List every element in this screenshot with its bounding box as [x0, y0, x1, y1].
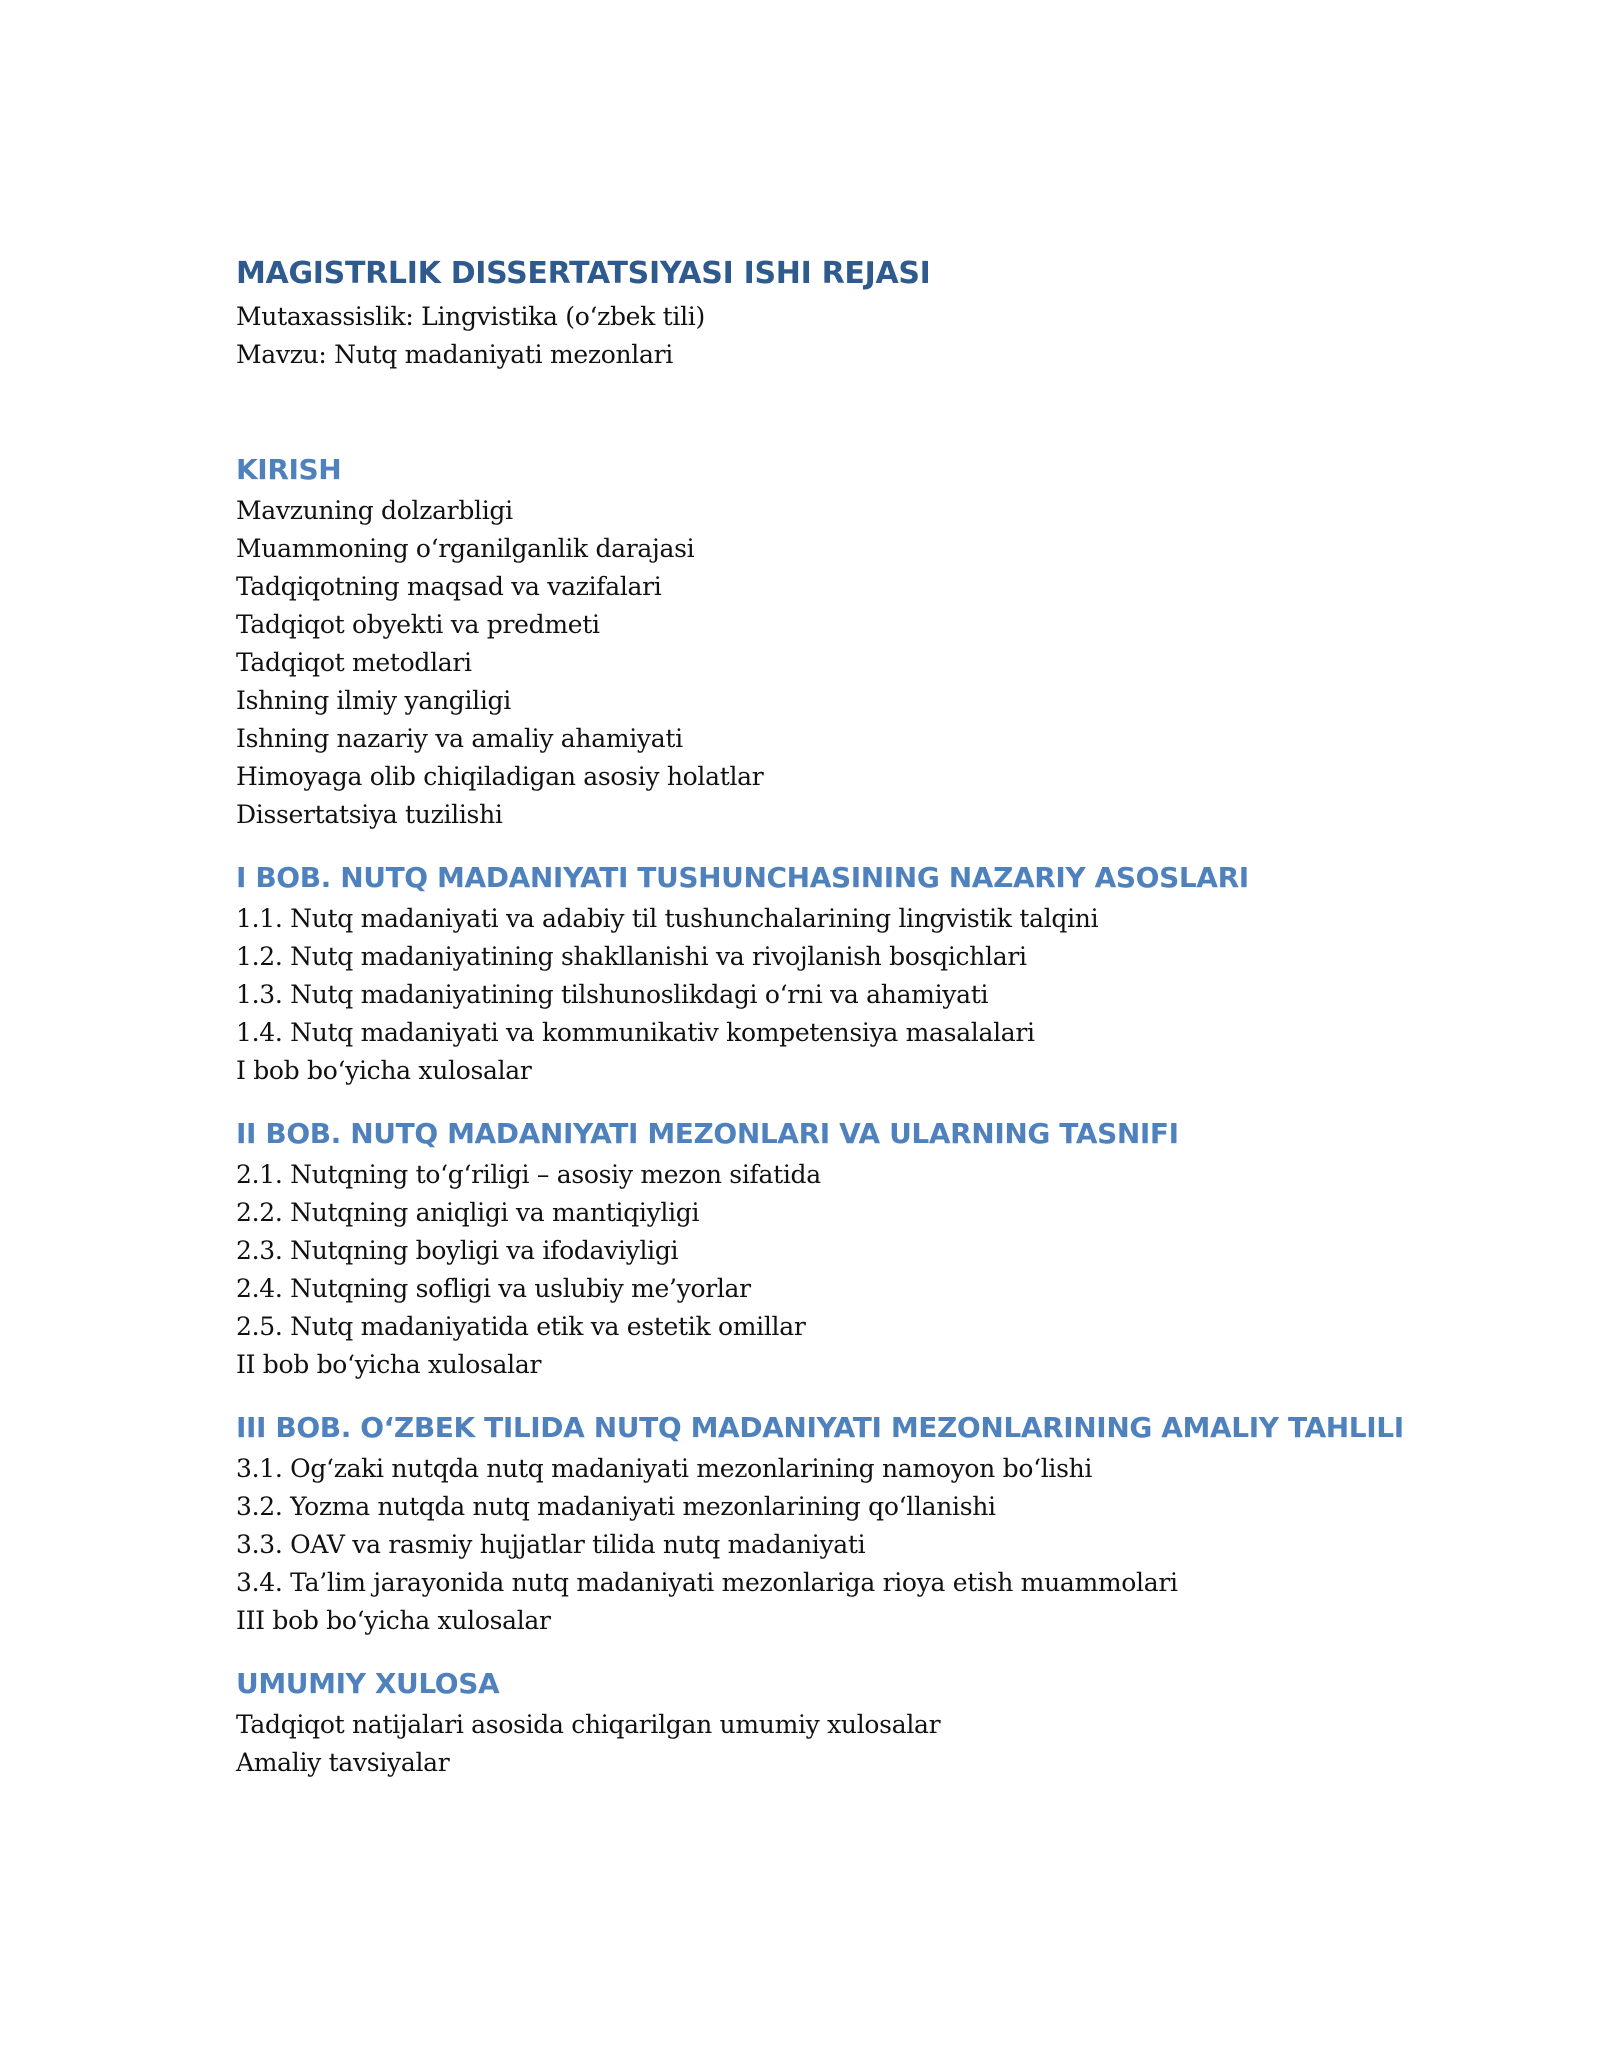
- list-item: 2.5. Nutq madaniyatida etik va estetik omillar: [236, 1312, 806, 1341]
- specialty-line: Mutaxassislik: Lingvistika (o‘zbek tili): [236, 302, 705, 331]
- list-item: 3.1. Og‘zaki nutqda nutq madaniyati mezonlarining namoyon bo‘lishi: [236, 1454, 1093, 1483]
- section-heading: I BOB. NUTQ MADANIYATI TUSHUNCHASINING NAZARIY ASOSLARI: [236, 861, 1249, 894]
- section-conclusion: [236, 1662, 1486, 1782]
- list-item: 1.4. Nutq madaniyati va kommunikativ kompetensiya masalalari: [236, 1018, 1035, 1047]
- list-item: Dissertatsiya tuzilishi: [236, 800, 503, 829]
- list-item: Mavzuning dolzarbligi: [236, 496, 513, 525]
- list-item: Tadqiqot natijalari asosida chiqarilgan umumiy xulosalar: [236, 1710, 941, 1739]
- document-content: [236, 252, 1486, 1782]
- section-heading: II BOB. NUTQ MADANIYATI MEZONLARI VA ULARNING TASNIFI: [236, 1117, 1179, 1150]
- section-chapter-2: [236, 1112, 1486, 1384]
- list-item: 2.3. Nutqning boyligi va ifodaviyligi: [236, 1236, 679, 1265]
- list-item: II bob bo‘yicha xulosalar: [236, 1350, 542, 1379]
- list-item: 2.2. Nutqning aniqligi va mantiqiyligi: [236, 1198, 700, 1227]
- list-item: Himoyaga olib chiqiladigan asosiy holatlar: [236, 762, 764, 791]
- section-items: [236, 492, 1486, 834]
- list-item: 3.3. OAV va rasmiy hujjatlar tilida nutq madaniyati: [236, 1530, 866, 1559]
- section-chapter-1: [236, 856, 1486, 1090]
- list-item: 3.2. Yozma nutqda nutq madaniyati mezonlarining qo‘llanishi: [236, 1492, 996, 1521]
- section-items: [236, 900, 1486, 1090]
- list-item: 1.3. Nutq madaniyatining tilshunoslikdagi o‘rni va ahamiyati: [236, 980, 989, 1009]
- list-item: Tadqiqot metodlari: [236, 648, 472, 677]
- document-meta: [236, 298, 1486, 374]
- list-item: 2.1. Nutqning to‘g‘riligi – asosiy mezon sifatida: [236, 1160, 821, 1189]
- list-item: 3.4. Ta’lim jarayonida nutq madaniyati mezonlariga rioya etish muammolari: [236, 1568, 1178, 1597]
- list-item: Ishning ilmiy yangiligi: [236, 686, 511, 715]
- document-title: MAGISTRLIK DISSERTATSIYASI ISHI REJASI: [236, 256, 931, 291]
- section-heading: III BOB. O‘ZBEK TILIDA NUTQ MADANIYATI MEZONLARINING AMALIY TAHLILI: [236, 1411, 1404, 1444]
- list-item: 2.4. Nutqning sofligi va uslubiy me’yorlar: [236, 1274, 751, 1303]
- list-item: Ishning nazariy va amaliy ahamiyati: [236, 724, 683, 753]
- section-items: [236, 1156, 1486, 1384]
- list-item: I bob bo‘yicha xulosalar: [236, 1056, 532, 1085]
- list-item: Amaliy tavsiyalar: [236, 1748, 450, 1777]
- list-item: Tadqiqot obyekti va predmeti: [236, 610, 600, 639]
- section-chapter-3: [236, 1406, 1486, 1640]
- section-items: [236, 1450, 1486, 1640]
- topic-line: Mavzu: Nutq madaniyati mezonlari: [236, 340, 673, 369]
- list-item: Tadqiqotning maqsad va vazifalari: [236, 572, 662, 601]
- section-heading: UMUMIY XULOSA: [236, 1667, 500, 1700]
- section-items: [236, 1706, 1486, 1782]
- section-heading: KIRISH: [236, 453, 342, 486]
- list-item: III bob bo‘yicha xulosalar: [236, 1606, 551, 1635]
- list-item: 1.1. Nutq madaniyati va adabiy til tushunchalarining lingvistik talqini: [236, 904, 1099, 933]
- section-introduction: [236, 448, 1486, 834]
- list-item: 1.2. Nutq madaniyatining shakllanishi va rivojlanish bosqichlari: [236, 942, 1027, 971]
- list-item: Muammoning o‘rganilganlik darajasi: [236, 534, 695, 563]
